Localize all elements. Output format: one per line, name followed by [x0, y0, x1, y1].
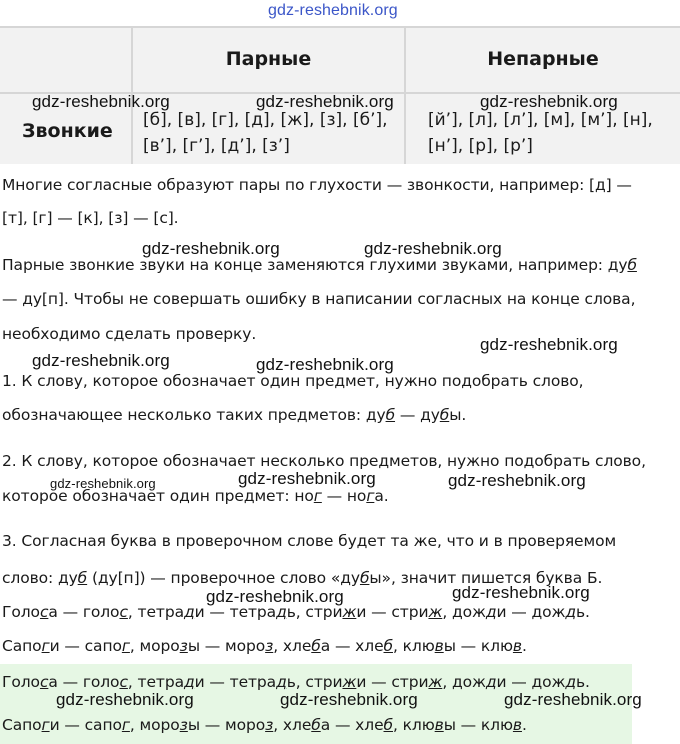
watermark-top: gdz-reshebnik.org: [268, 2, 398, 19]
underlined-letter: с: [119, 603, 128, 621]
text-segment: Голо: [2, 673, 40, 691]
rule-2-line: которое обозначает один предмет: ног — нога.: [2, 487, 389, 505]
underlined-letter: б: [311, 637, 321, 655]
underlined-letter: г: [41, 637, 50, 655]
watermark: gdz-reshebnik.org: [480, 92, 618, 111]
text-segment: а — голо: [48, 673, 120, 691]
text-segment: ы — клю: [443, 716, 513, 734]
text-segment: , дож: [442, 603, 486, 621]
underlined-letter: д: [485, 603, 497, 621]
example-line: [2, 603, 590, 621]
unpaired-cell-line1: [й’], [л], [л’], [м], [м’], [н],: [428, 110, 653, 130]
text-segment: ь, стри: [286, 603, 343, 621]
underlined-letter: з: [265, 716, 274, 734]
underlined-letter: в: [434, 637, 444, 655]
text-segment: ы — моро: [187, 716, 266, 734]
underlined-letter: в: [512, 637, 522, 655]
text-segment: ь.: [576, 673, 590, 691]
rule-3-line: 3. Согласная буква в проверочном слове будет та же, что и в проверяемом: [2, 532, 617, 550]
watermark: gdz-reshebnik.org: [238, 469, 376, 488]
text-segment: а — хле: [320, 716, 384, 734]
text-segment: а — хле: [320, 637, 384, 655]
text-segment: и — стри: [356, 673, 429, 691]
underlined-letter: д: [276, 673, 287, 691]
watermark: gdz-reshebnik.org: [206, 587, 344, 606]
text-segment: , моро: [129, 637, 180, 655]
underlined-letter: г: [121, 637, 130, 655]
underlined-letter: д: [565, 673, 576, 691]
answer-line: [2, 716, 527, 734]
underlined-letter: с: [39, 603, 49, 621]
text-segment: и — тетра: [194, 673, 277, 691]
underlined-letter: д: [565, 603, 576, 621]
watermark: gdz-reshebnik.org: [50, 476, 156, 491]
underlined-letter: з: [179, 637, 188, 655]
unpaired-cell-line2: [н’], [р], [р’]: [428, 136, 533, 156]
paired-cell-line2: [в’], [г’], [д’], [з’]: [143, 136, 290, 156]
answer-line: [2, 673, 590, 691]
text-segment: Голо: [2, 603, 40, 621]
row-label-voiced: Звонкие: [22, 120, 113, 142]
text-segment: и — дож: [496, 673, 566, 691]
paragraph-line: — ду[п]. Чтобы не совершать ошибку в написании согласных на конце слова,: [2, 290, 636, 308]
paired-cell-line1: [б], [в], [г], [д], [ж], [з], [б’],: [143, 110, 388, 130]
paragraph-line: необходимо сделать проверку.: [2, 325, 257, 343]
underlined-letter: б: [383, 716, 393, 734]
underlined-letter: ж: [342, 603, 357, 621]
text-segment: , дож: [442, 673, 486, 691]
text-segment: , моро: [129, 716, 180, 734]
underlined-letter: ж: [342, 673, 357, 691]
watermark: gdz-reshebnik.org: [280, 690, 418, 709]
text-segment: и — стри: [356, 603, 429, 621]
text-segment: а — голо: [48, 603, 120, 621]
underlined-letter: с: [119, 673, 128, 691]
watermark: gdz-reshebnik.org: [56, 690, 194, 709]
watermark: gdz-reshebnik.org: [504, 690, 642, 709]
underlined-letter: б: [311, 716, 321, 734]
underlined-letter: д: [183, 603, 195, 621]
text-segment: и — дож: [496, 603, 566, 621]
text-segment: , хле: [273, 716, 312, 734]
underlined-letter: ж: [428, 603, 443, 621]
text-segment: Сапо: [2, 637, 42, 655]
watermark: gdz-reshebnik.org: [256, 355, 394, 374]
underlined-letter: б: [383, 637, 393, 655]
watermark: gdz-reshebnik.org: [364, 239, 502, 258]
text-segment: Сапо: [2, 716, 42, 734]
underlined-letter: с: [39, 673, 49, 691]
text-segment: , клю: [392, 637, 435, 655]
watermark: gdz-reshebnik.org: [32, 351, 170, 370]
paragraph-line: [т], [г] — [к], [з] — [с].: [2, 209, 179, 227]
text-segment: .: [521, 716, 527, 734]
rule-2-line: 2. К слову, которое обозначает несколько предметов, нужно подобрать слово,: [2, 452, 646, 470]
watermark: gdz-reshebnik.org: [452, 583, 590, 602]
rule-1-line: обозначающее несколько таких предметов: дуб — дубы.: [2, 406, 467, 424]
underlined-letter: ж: [428, 673, 443, 691]
underlined-letter: в: [434, 716, 444, 734]
rule-1-line: 1. К слову, которое обозначает один предмет, нужно подобрать слово,: [2, 372, 584, 390]
text-segment: и — сапо: [49, 637, 122, 655]
watermark: gdz-reshebnik.org: [256, 92, 394, 111]
underlined-letter: г: [121, 716, 130, 734]
underlined-letter: д: [276, 603, 287, 621]
watermark: gdz-reshebnik.org: [32, 92, 170, 111]
text-segment: ы — моро: [187, 637, 266, 655]
header-paired: Парные: [225, 48, 312, 70]
watermark: gdz-reshebnik.org: [448, 471, 586, 490]
watermark: gdz-reshebnik.org: [480, 335, 618, 354]
text-segment: , клю: [392, 716, 435, 734]
underlined-letter: з: [265, 637, 274, 655]
header-unpaired: Непарные: [487, 48, 599, 70]
underlined-letter: г: [41, 716, 50, 734]
text-segment: , тетра: [127, 673, 184, 691]
paragraph-line: Парные звонкие звуки на конце заменяются глухими звуками, например: дуб: [2, 256, 637, 274]
watermark: gdz-reshebnik.org: [142, 239, 280, 258]
text-segment: ы — клю: [443, 637, 513, 655]
example-line: [2, 637, 527, 655]
rule-3-line: слово: дуб (ду[п]) — проверочное слово «дубы», значит пишется буква Б.: [2, 569, 603, 587]
underlined-letter: д: [183, 673, 195, 691]
text-segment: и — тетра: [194, 603, 277, 621]
text-segment: ь.: [576, 603, 590, 621]
underlined-letter: з: [179, 716, 188, 734]
text-segment: , тетра: [127, 603, 184, 621]
underlined-letter: д: [485, 673, 497, 691]
text-segment: .: [521, 637, 527, 655]
text-segment: ь, стри: [286, 673, 343, 691]
underlined-letter: в: [512, 716, 522, 734]
text-segment: и — сапо: [49, 716, 122, 734]
paragraph-line: Многие согласные образуют пары по глухости — звонкости, например: [д] —: [2, 176, 632, 194]
text-segment: , хле: [273, 637, 312, 655]
